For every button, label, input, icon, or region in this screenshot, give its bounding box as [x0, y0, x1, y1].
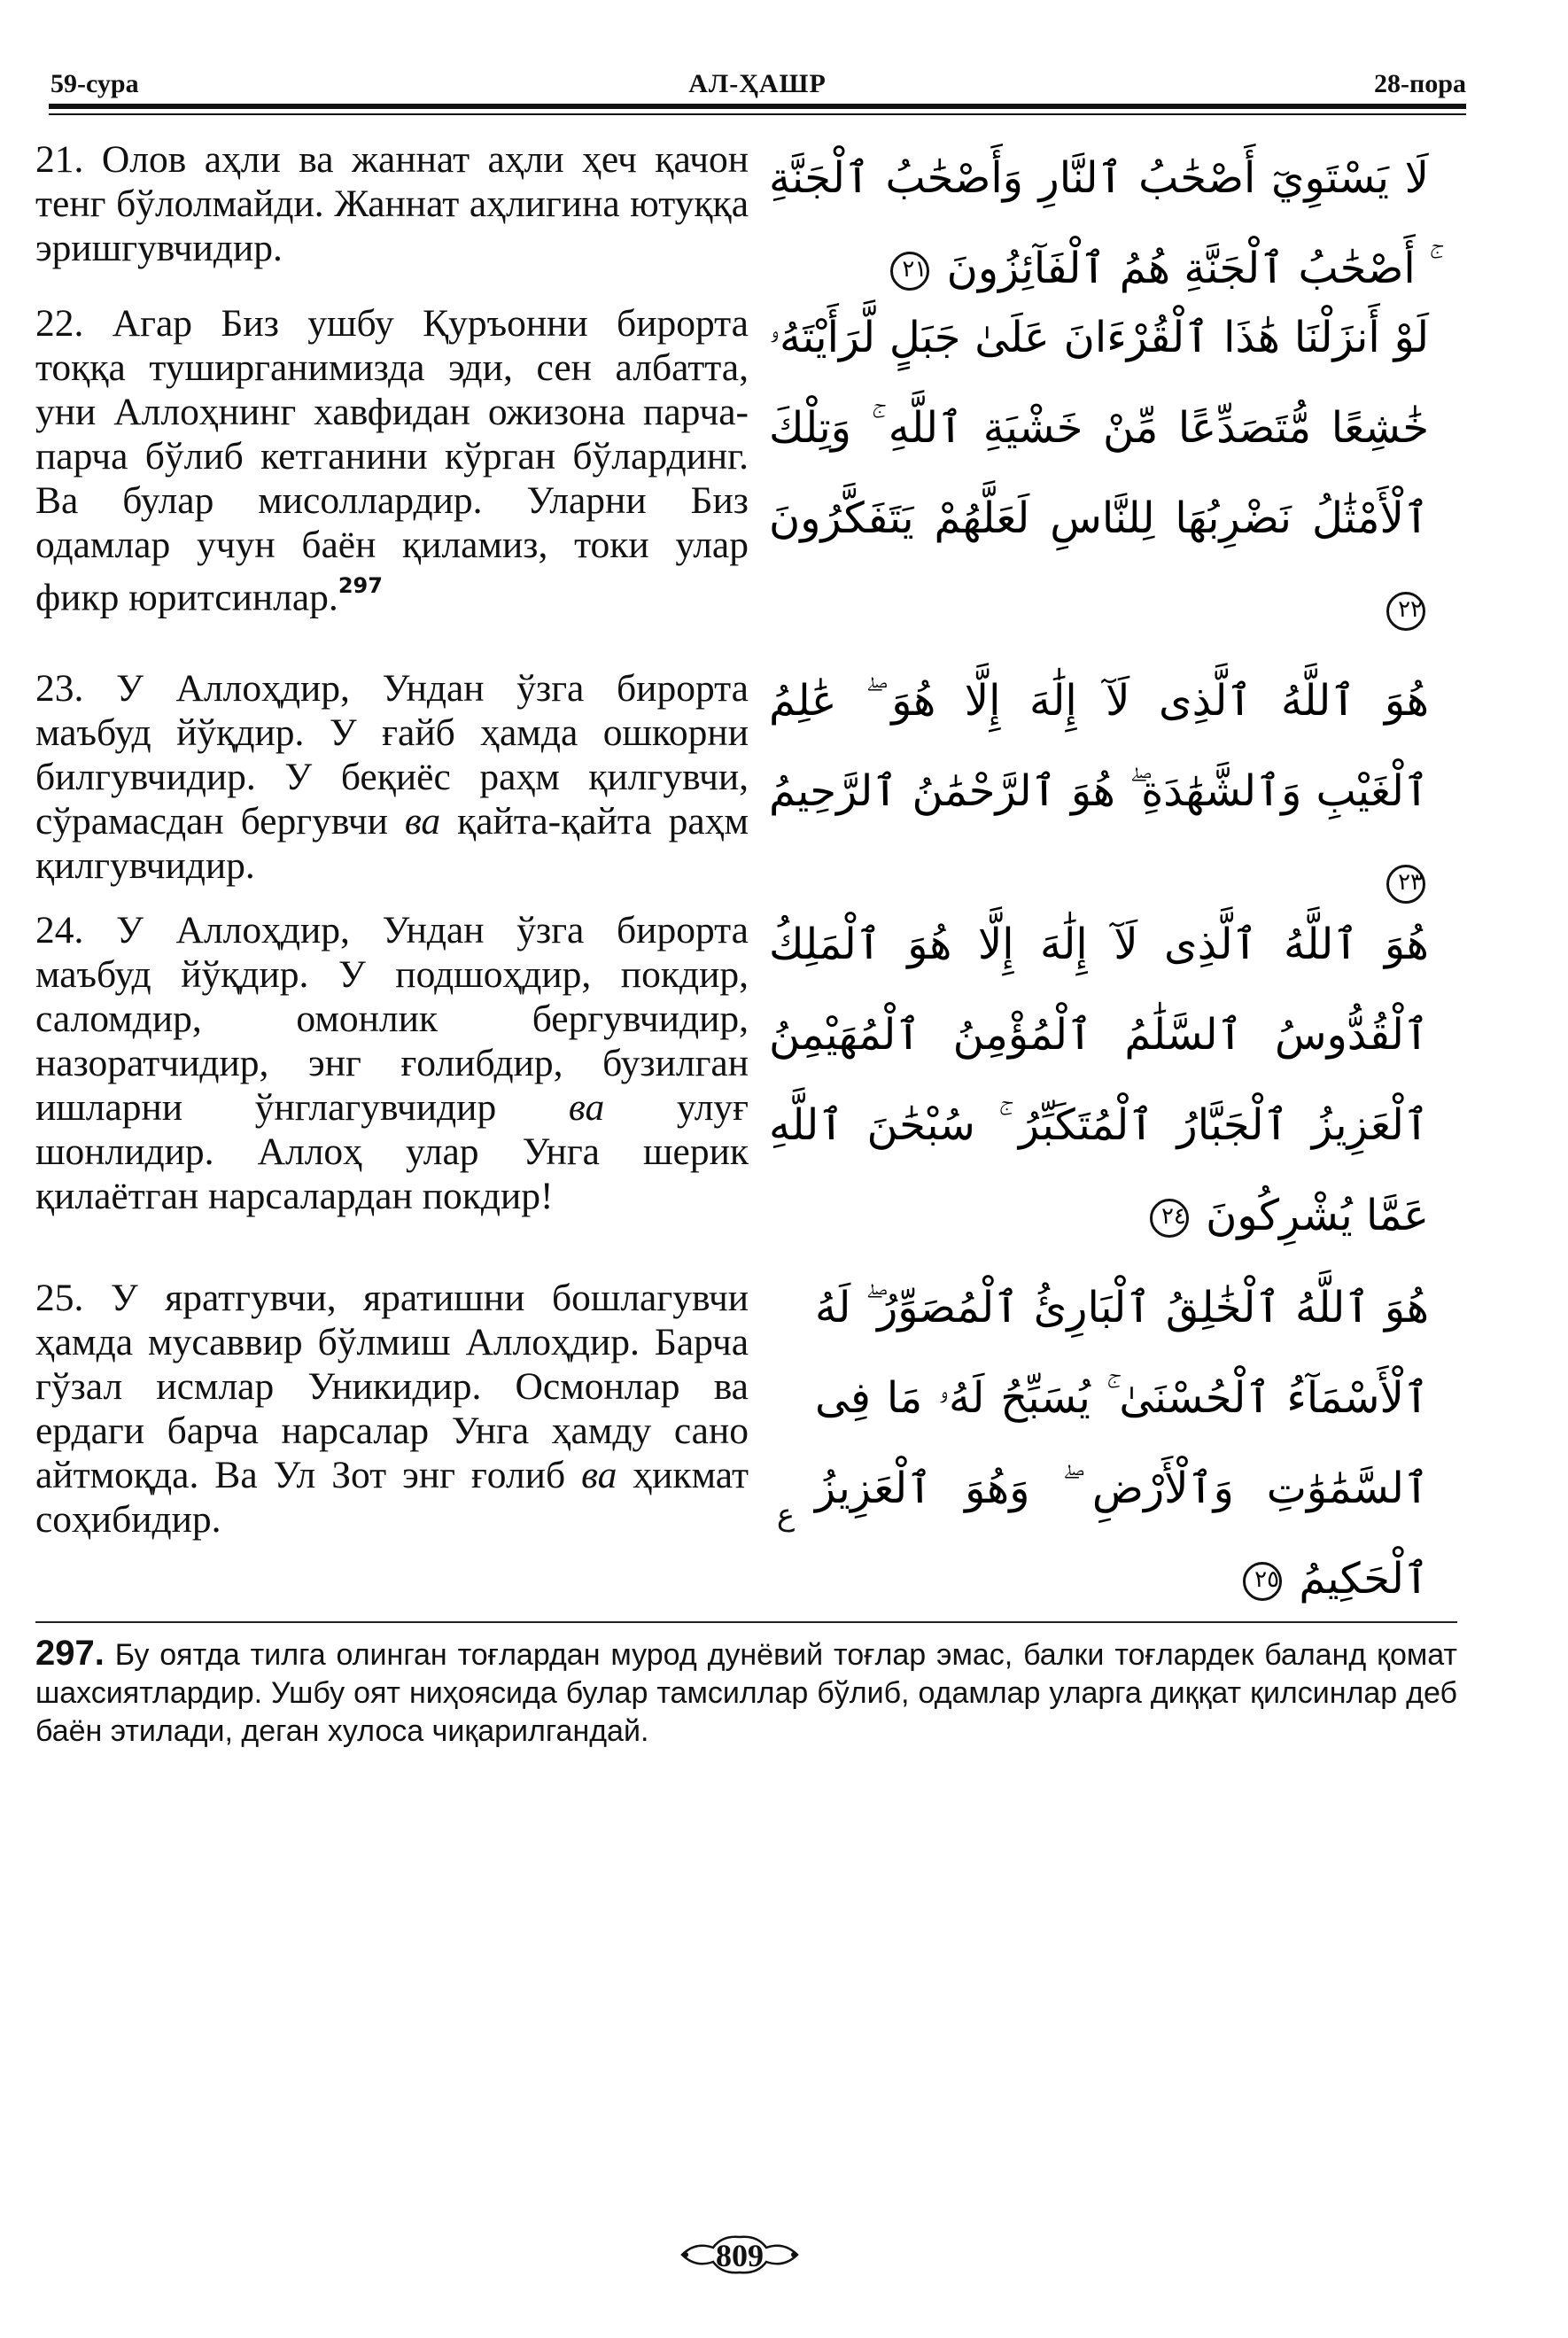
- verse-21-arabic-text: لَا يَسْتَوِيٓ أَصْحَٰبُ ٱلنَّارِ وَأَصْحَٰبُ ٱلْجَنَّةِ ۚ أَصْحَٰبُ ٱلْجَنَّةِ هُمُ ٱلْفَآئِزُونَ: [769, 153, 1429, 293]
- verse-22-text: 22. Агар Биз ушбу Қуръонни бирорта тоққа туширганимизда эди, сен албатта, уни Аллоҳнинг хавфидан ожизона парча-парча бўлиб кетганини кўрган бўлардинг. Ва булар мисоллардир. Уларни Биз одамлар учун баён қиламиз, токи улар фикр юритсинлар.: [35, 302, 749, 619]
- verse-24-italic: ва: [568, 1086, 605, 1129]
- verse-25-arabic: [815, 1262, 1429, 1624]
- header-rule-thick: [49, 104, 1466, 109]
- header-rule-thin: [49, 113, 1466, 115]
- verse-22-translation: [35, 301, 749, 620]
- verse-24-text-b: улуғ шонлидир. Аллоҳ улар Унга шерик қилаётган нарсалардан покдир!: [35, 1086, 749, 1217]
- ayah-number-marker: ٢٤: [1150, 1199, 1189, 1238]
- verse-25-text-a: 25. У яратгувчи, яратишни бошлагувчи ҳамда мусаввир бўлмиш Аллоҳдир. Барча гўзал исмлар Уникидир. Осмонлар ва ердаги барча нарсалар Унга ҳамду сано айтмоқда. Ва Ул Зот энг ғолиб: [35, 1277, 749, 1496]
- page-number: 809: [716, 2238, 764, 2273]
- ayah-number-marker: ٢٥: [1243, 1562, 1282, 1601]
- verse-21-text: 21. Олов аҳли ва жаннат аҳли ҳеч қачон тенг бўлолмайди. Жаннат аҳлигина ютуққа эришгувчидир.: [35, 138, 749, 269]
- verse-23-italic: ва: [404, 800, 441, 843]
- verse-24-arabic: [769, 899, 1429, 1261]
- verse-23-translation: [35, 666, 749, 888]
- verse-24-text-a: 24. У Аллоҳдир, Ундан ўзга бирорта маъбуд йўқдир. У подшоҳдир, покдир, саломдир, омонлик бергувчидир, назоратчидир, энг ғолибдир, бузилган ишларни ўнглагувчидир: [35, 909, 749, 1129]
- verse-22-arabic-text: لَوْ أَنزَلْنَا هَٰذَا ٱلْقُرْءَانَ عَلَىٰ جَبَلٍ لَّرَأَيْتَهُۥ خَٰشِعًا مُّتَصَدِّعًا مِّنْ خَشْيَةِ ٱللَّهِ ۚ وَتِلْكَ ٱلْأَمْثَٰلُ نَضْرِبُهَا لِلنَّاسِ لَعَلَّهُمْ يَتَفَكَّرُونَ: [769, 313, 1429, 543]
- ayah-number-marker: ٢١: [890, 252, 929, 291]
- verse-22-arabic: [769, 292, 1429, 654]
- verse-25-italic: ва: [581, 1454, 617, 1496]
- ayah-number-marker: ٢٣: [1386, 865, 1425, 904]
- footnote-number: 297.: [35, 1634, 105, 1673]
- verse-21-translation: [35, 137, 749, 270]
- footnote: [35, 1635, 1457, 1751]
- footnote-ref: 297: [338, 573, 383, 598]
- footnote-divider: [35, 1621, 1457, 1623]
- verse-23-arabic: [769, 656, 1429, 927]
- verse-23-text-b: қайта-қайта раҳм қилгувчидир.: [35, 800, 749, 887]
- verse-25-translation: [35, 1276, 749, 1542]
- page-header: [49, 69, 1466, 105]
- ruku-mark-icon: ع: [776, 1497, 796, 1533]
- verse-24-arabic-text: هُوَ ٱللَّهُ ٱلَّذِى لَآ إِلَٰهَ إِلَّا هُوَ ٱلْمَلِكُ ٱلْقُدُّوسُ ٱلسَّلَٰمُ ٱلْمُؤْمِنُ ٱلْمُهَيْمِنُ ٱلْعَزِيزُ ٱلْجَبَّارُ ٱلْمُتَكَبِّرُ ۚ سُبْحَٰنَ ٱللَّهِ عَمَّا يُشْرِكُونَ: [769, 920, 1429, 1240]
- verse-24-translation: [35, 908, 749, 1218]
- footnote-text: Бу оятда тилга олинган тоғлардан мурод дунёвий тоғлар эмас, балки тоғлардек баланд қомат шахсиятлардир. Ушбу оят ниҳоясида булар тамсиллар бўлиб, одамлар уларга диққат қилсинлар деб баён этилади, деган хулоса чиқарилгандай.: [35, 1638, 1457, 1748]
- ayah-number-marker: ٢٢: [1386, 592, 1425, 631]
- verse-21-arabic: [769, 133, 1429, 314]
- verse-25-arabic-text: هُوَ ٱللَّهُ ٱلْخَٰلِقُ ٱلْبَارِئُ ٱلْمُصَوِّرُ ۖ لَهُ ٱلْأَسْمَآءُ ٱلْحُسْنَىٰ ۚ يُسَبِّحُ لَهُۥ مَا فِى ٱلسَّمَٰوَٰتِ وَٱلْأَرْضِ ۖ وَهُوَ ٱلْعَزِيزُ ٱلْحَكِيمُ: [815, 1283, 1429, 1604]
- surah-title: АЛ-ҲАШР: [688, 69, 827, 98]
- surah-number: 59-сура: [50, 69, 139, 98]
- juz-number: 28-пора: [1374, 69, 1466, 98]
- verse-23-text-a: 23. У Аллоҳдир, Ундан ўзга бирорта маъбуд йўқдир. У ғайб ҳамда ошкорни билгувчидир. У беқиёс раҳм қилгувчи, сўрамасдан бергувчи: [35, 667, 749, 843]
- verse-25-text-b: ҳикмат соҳибидир.: [35, 1454, 749, 1541]
- page-number-ornament: [673, 2228, 806, 2281]
- verse-23-arabic-text: هُوَ ٱللَّهُ ٱلَّذِى لَآ إِلَٰهَ إِلَّا هُوَ ۖ عَٰلِمُ ٱلْغَيْبِ وَٱلشَّهَٰدَةِ ۖ هُوَ ٱلرَّحْمَٰنُ ٱلرَّحِيمُ: [769, 676, 1429, 816]
